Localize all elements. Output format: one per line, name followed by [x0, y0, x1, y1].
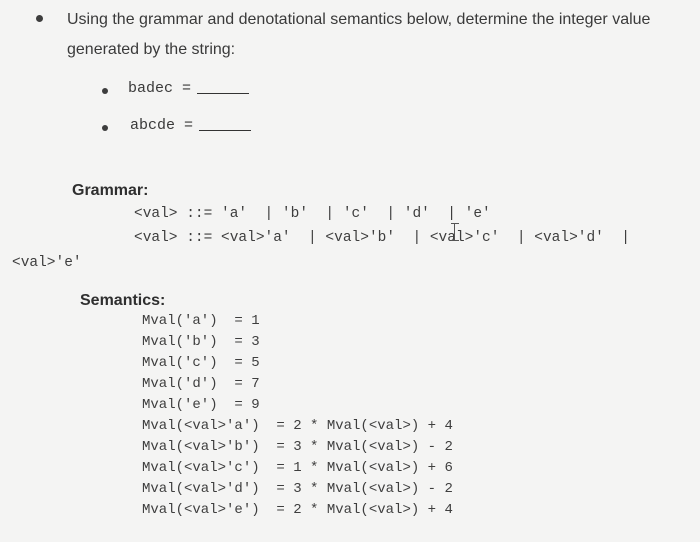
- semantics-line: Mval('d') = 7: [142, 376, 260, 392]
- question-text: Using the grammar and denotational semantics below, determine the integer value generated by the string:: [67, 11, 651, 58]
- semantics-line: Mval('c') = 5: [142, 355, 260, 371]
- semantics-line: Mval(<val>'e') = 2 * Mval(<val>) + 4: [142, 502, 453, 518]
- question-item-label: badec =: [128, 80, 192, 97]
- semantics-line: Mval(<val>'d') = 3 * Mval(<val>) - 2: [142, 481, 453, 497]
- semantics-heading: Semantics:: [80, 292, 166, 309]
- semantics-line: Mval(<val>'c') = 1 * Mval(<val>) + 6: [142, 460, 453, 476]
- grammar-line-1: <val> ::= 'a' | 'b' | 'c' | 'd' | 'e': [134, 206, 491, 222]
- semantics-line: Mval('b') = 3: [142, 334, 260, 350]
- bullet-icon: [36, 15, 43, 22]
- grammar-heading: Grammar:: [72, 182, 149, 199]
- question-item-label: abcde =: [130, 117, 194, 134]
- semantics-line: Mval('e') = 9: [142, 397, 260, 413]
- bullet-icon: [102, 88, 108, 94]
- semantics-line: Mval(<val>'a') = 2 * Mval(<val>) + 4: [142, 418, 453, 434]
- text-cursor-icon: [454, 223, 457, 241]
- question-item-2: [130, 117, 251, 134]
- semantics-line: Mval('a') = 1: [142, 313, 260, 329]
- grammar-line-3: <val>'e': [12, 255, 82, 271]
- bullet-icon: [102, 125, 108, 131]
- semantics-line: Mval(<val>'b') = 3 * Mval(<val>) - 2: [142, 439, 453, 455]
- answer-blank[interactable]: [199, 130, 251, 131]
- grammar-line-2: <val> ::= <val>'a' | <val>'b' | <val>'c' | <val>'d' |: [134, 230, 630, 246]
- question-item-1: [128, 80, 249, 97]
- answer-blank[interactable]: [197, 93, 249, 94]
